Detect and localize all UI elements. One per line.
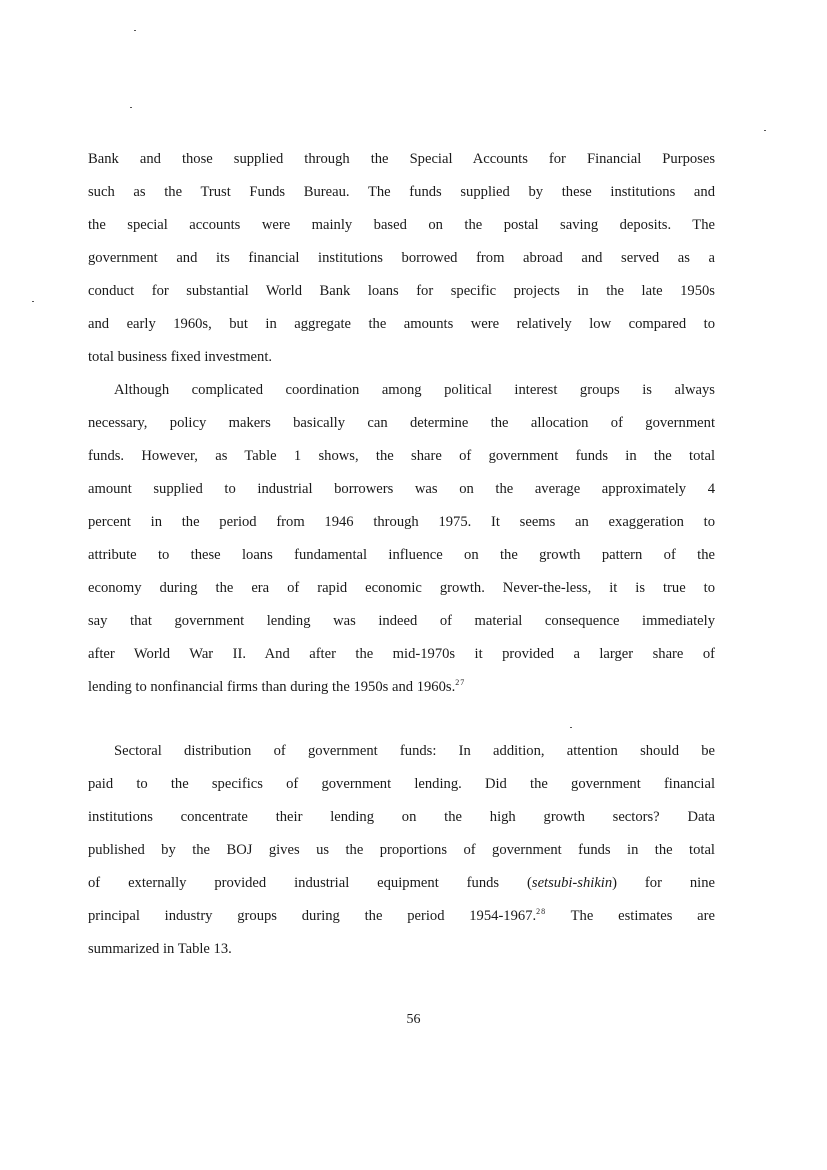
scan-speck <box>134 30 136 31</box>
text-line: Sectoral distribution of government funds: In addition, attention should be <box>114 743 715 759</box>
text-line-content: principal industry groups during the period 1954-1967. <box>88 908 537 924</box>
text-line: published by the BOJ gives us the proportions of government funds in the total <box>88 842 715 858</box>
text-line-content: ) for nine <box>612 875 715 891</box>
text-line: institutions concentrate their lending on the high growth sectors? Data <box>88 809 715 825</box>
text-line: amount supplied to industrial borrowers was on the average approximately 4 <box>88 481 715 497</box>
text-line <box>88 872 715 894</box>
scan-speck <box>764 130 766 131</box>
page-number: 56 <box>406 1012 421 1027</box>
text-line <box>88 676 715 698</box>
text-line: such as the Trust Funds Bureau. The funds supplied by these institutions and <box>88 184 715 200</box>
scan-speck <box>570 727 572 728</box>
footnote-reference: 28 <box>536 907 547 916</box>
text-line <box>88 905 715 927</box>
text-line: say that government lending was indeed of material consequence immediately <box>88 613 715 629</box>
scan-speck <box>32 301 34 302</box>
text-line: conduct for substantial World Bank loans for specific projects in the late 1950s <box>88 283 715 299</box>
text-line-content: The estimates are <box>546 908 715 924</box>
text-line: and early 1960s, but in aggregate the amounts were relatively low compared to <box>88 316 715 332</box>
italic-term: setsubi-shikin <box>531 875 613 891</box>
text-line: attribute to these loans fundamental influence on the growth pattern of the <box>88 547 715 563</box>
text-line: funds. However, as Table 1 shows, the share of government funds in the total <box>88 448 715 464</box>
text-line: the special accounts were mainly based on the postal saving deposits. The <box>88 217 715 233</box>
scan-speck <box>130 107 132 108</box>
text-line: total business fixed investment. <box>88 349 273 365</box>
text-line: summarized in Table 13. <box>88 941 232 957</box>
text-line: Although complicated coordination among political interest groups is always <box>114 382 715 398</box>
text-line-content: lending to nonfinancial firms than during the 1950s and 1960s. <box>88 679 456 695</box>
footnote-reference: 27 <box>455 678 466 687</box>
text-line: economy during the era of rapid economic growth. Never-the-less, it is true to <box>88 580 715 596</box>
text-line: percent in the period from 1946 through 1975. It seems an exaggeration to <box>88 514 715 530</box>
text-line: paid to the specifics of government lending. Did the government financial <box>88 776 715 792</box>
text-line-content: of externally provided industrial equipment funds ( <box>88 875 532 891</box>
text-line: after World War II. And after the mid-1970s it provided a larger share of <box>88 646 715 662</box>
text-line: necessary, policy makers basically can determine the allocation of government <box>88 415 715 431</box>
text-line: government and its financial institutions borrowed from abroad and served as a <box>88 250 715 266</box>
text-line: Bank and those supplied through the Special Accounts for Financial Purposes <box>88 151 715 167</box>
